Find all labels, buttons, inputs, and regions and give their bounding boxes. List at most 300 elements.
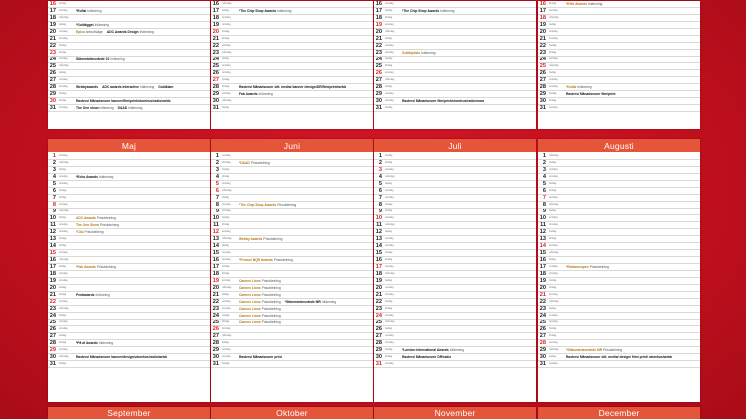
calendar-day-row[interactable] [538, 285, 700, 292]
calendar-day-row[interactable] [211, 278, 373, 285]
calendar-day-row[interactable] [48, 174, 210, 181]
day-number: 30 [375, 354, 382, 361]
calendar-day-row[interactable] [538, 347, 700, 354]
weekday-label: måndag [222, 285, 232, 289]
calendar-day-row[interactable] [48, 70, 210, 77]
event-name: Cannes Lions [239, 285, 261, 290]
calendar-day-row[interactable] [538, 43, 700, 50]
calendar-day-row[interactable] [211, 306, 373, 313]
weekday-label: måndag [59, 64, 69, 68]
calendar-day-row[interactable] [211, 15, 373, 22]
event-subtitle: Inlämning [258, 92, 273, 97]
calendar-day-row[interactable] [374, 326, 536, 333]
event-subtitle: Inlämning [128, 106, 143, 111]
calendar-day-row[interactable] [538, 306, 700, 313]
calendar-day-row[interactable] [538, 195, 700, 202]
day-number: 25 [539, 319, 546, 326]
calendar-day-row[interactable] [48, 84, 210, 91]
calendar-day-row[interactable] [538, 1, 700, 8]
calendar-day-row[interactable] [211, 43, 373, 50]
calendar-day-row[interactable] [48, 299, 210, 306]
event-name: Cannes Lions [239, 299, 261, 304]
calendar-day-row[interactable] [211, 105, 373, 112]
weekday-label: söndag [59, 57, 68, 61]
calendar-day-row[interactable] [48, 326, 210, 333]
calendar-day-row[interactable] [211, 181, 373, 188]
calendar-day-row[interactable] [48, 29, 210, 36]
calendar-day-row[interactable] [211, 1, 373, 8]
calendar-day-row[interactable] [48, 98, 210, 105]
calendar-day-row[interactable] [538, 188, 700, 195]
calendar-day-row[interactable] [374, 8, 536, 15]
calendar-day-row[interactable] [211, 188, 373, 195]
event-subtitle: Prisutdelning [263, 237, 283, 242]
day-number: 15 [375, 250, 382, 257]
calendar-event [239, 257, 293, 263]
calendar-day-row[interactable] [211, 202, 373, 209]
calendar-day-row[interactable] [211, 333, 373, 340]
day-number: 8 [542, 201, 546, 208]
calendar-day-row[interactable] [538, 181, 700, 188]
calendar-event [239, 306, 281, 312]
calendar-day-row[interactable] [374, 22, 536, 29]
day-number: 28 [212, 84, 219, 91]
calendar-day-row[interactable] [374, 209, 536, 216]
weekday-label: tisdag [59, 362, 66, 366]
calendar-day-row[interactable] [211, 98, 373, 105]
calendar-day-row[interactable] [374, 181, 536, 188]
event-name: Rastersi Månadsnumr film/print [566, 92, 616, 97]
calendar-day-row[interactable] [538, 271, 700, 278]
weekday-label: lördag [549, 334, 557, 338]
event-name: The One Show [76, 223, 99, 228]
calendar-day-row[interactable] [374, 285, 536, 292]
calendar-day-row[interactable] [538, 215, 700, 222]
calendar-day-row[interactable] [374, 160, 536, 167]
calendar-day-row[interactable] [211, 91, 373, 98]
calendar-event [239, 313, 281, 319]
calendar-day-row[interactable] [48, 278, 210, 285]
calendar-day-row[interactable] [374, 292, 536, 299]
weekday-label: fredag [59, 285, 67, 289]
weekday-label: söndag [59, 106, 68, 110]
calendar-day-row[interactable] [48, 292, 210, 299]
calendar-day-row[interactable] [538, 222, 700, 229]
calendar-event [76, 8, 102, 14]
calendar-day-row[interactable] [374, 91, 536, 98]
day-number: 20 [539, 284, 546, 291]
calendar-day-row[interactable] [374, 333, 536, 340]
day-number: 19 [539, 277, 546, 284]
calendar-day-row[interactable] [211, 84, 373, 91]
calendar-day-row[interactable] [538, 77, 700, 84]
day-number: 5 [215, 180, 219, 187]
calendar-day-row[interactable] [374, 250, 536, 257]
day-number: 7 [378, 194, 382, 201]
weekday-label: måndag [385, 78, 395, 82]
calendar-day-row[interactable] [48, 160, 210, 167]
weekday-label: tisdag [385, 85, 392, 89]
event-name: *Clio [76, 230, 84, 235]
month-title: Augusti [538, 139, 700, 153]
calendar-day-row[interactable] [538, 29, 700, 36]
weekday-label: fredag [385, 202, 393, 206]
calendar-day-row[interactable] [538, 98, 700, 105]
day-number: 30 [49, 98, 56, 105]
day-number: 30 [212, 354, 219, 361]
day-number: 23 [375, 49, 382, 56]
event-subtitle: Prisutdelning [250, 160, 270, 165]
calendar-event [76, 105, 114, 111]
calendar-day-row[interactable] [374, 202, 536, 209]
calendar-day-row[interactable] [538, 202, 700, 209]
day-number: 26 [49, 326, 56, 333]
weekday-label: söndag [385, 167, 394, 171]
calendar-day-row[interactable] [538, 105, 700, 112]
calendar-day-row[interactable] [211, 215, 373, 222]
weekday-label: lördag [222, 223, 230, 227]
day-number: 18 [49, 14, 56, 21]
calendar-day-row[interactable] [48, 236, 210, 243]
day-number: 24 [375, 56, 382, 63]
calendar-event [566, 347, 622, 353]
calendar-day-row[interactable] [538, 8, 700, 15]
calendar-day-row[interactable] [211, 77, 373, 84]
calendar-day-row[interactable] [538, 326, 700, 333]
month-title: Maj [48, 139, 210, 153]
calendar-day-row[interactable] [211, 63, 373, 70]
weekday-label: torsdag [549, 85, 558, 89]
calendar-day-row[interactable] [211, 167, 373, 174]
calendar-day-row[interactable] [374, 215, 536, 222]
calendar-day-row[interactable] [538, 229, 700, 236]
event-name: *The Chip Shop Awards [402, 8, 440, 13]
calendar-day-row[interactable] [374, 36, 536, 43]
calendar-day-row[interactable] [538, 257, 700, 264]
calendar-day-row[interactable] [374, 236, 536, 243]
calendar-day-row[interactable] [211, 292, 373, 299]
calendar-day-row[interactable] [211, 57, 373, 64]
calendar-day-row[interactable] [48, 257, 210, 264]
day-number: 18 [49, 270, 56, 277]
weekday-label: måndag [385, 223, 395, 227]
day-number: 31 [49, 105, 56, 112]
calendar-day-row[interactable] [374, 1, 536, 8]
calendar-day-row[interactable] [48, 229, 210, 236]
weekday-label: onsdag [385, 237, 394, 241]
calendar-day-row[interactable] [374, 77, 536, 84]
calendar-day-row[interactable] [48, 1, 210, 8]
calendar-day-row[interactable] [48, 271, 210, 278]
calendar-day-row[interactable] [48, 264, 210, 271]
day-number: 17 [49, 264, 56, 270]
weekday-label: torsdag [549, 36, 558, 40]
calendar-day-row[interactable] [211, 22, 373, 29]
calendar-day-row[interactable] [48, 202, 210, 209]
event-name: ADC Awards Design [106, 29, 139, 34]
calendar-day-row[interactable] [374, 63, 536, 70]
calendar-day-row[interactable] [48, 285, 210, 292]
day-number: 14 [49, 243, 56, 250]
day-number: 9 [378, 208, 382, 215]
calendar-day-row[interactable] [538, 250, 700, 257]
weekday-label: torsdag [385, 1, 394, 5]
weekday-label: lördag [59, 244, 67, 248]
event-name: *Promo! BQR Awards [239, 258, 273, 263]
calendar-day-row[interactable] [374, 50, 536, 57]
calendar-day-row[interactable] [538, 333, 700, 340]
weekday-label: måndag [385, 29, 395, 33]
calendar-day-row[interactable] [48, 222, 210, 229]
event-name: Pentawards [76, 292, 95, 297]
calendar-day-row[interactable] [374, 313, 536, 320]
calendar-day-row[interactable] [374, 271, 536, 278]
calendar-day-row[interactable] [48, 333, 210, 340]
day-number: 27 [49, 333, 56, 340]
calendar-day-row[interactable] [48, 8, 210, 15]
calendar-day-row[interactable] [211, 354, 373, 361]
calendar-day-row[interactable] [374, 174, 536, 181]
calendar-day-row[interactable] [374, 29, 536, 36]
calendar-event [402, 354, 451, 360]
calendar-day-row[interactable] [374, 229, 536, 236]
calendar-day-row[interactable] [374, 70, 536, 77]
day-number: 20 [375, 284, 382, 291]
calendar-day-row[interactable] [48, 91, 210, 98]
weekday-label: fredag [222, 29, 230, 33]
calendar-day-row[interactable] [48, 209, 210, 216]
calendar-day-row[interactable] [48, 43, 210, 50]
calendar-day-row[interactable] [211, 320, 373, 327]
weekday-label: tisdag [549, 306, 556, 310]
calendar-day-row[interactable] [374, 264, 536, 271]
calendar-day-row[interactable] [538, 57, 700, 64]
calendar-day-row[interactable] [374, 188, 536, 195]
calendar-day-row[interactable] [48, 195, 210, 202]
calendar-day-row[interactable] [374, 57, 536, 64]
calendar-day-row[interactable] [211, 195, 373, 202]
weekday-label: söndag [59, 202, 68, 206]
weekday-label: tisdag [549, 209, 556, 213]
day-number: 28 [375, 84, 382, 91]
weekday-label: torsdag [222, 71, 231, 75]
calendar-day-row[interactable] [48, 320, 210, 327]
calendar-day-row[interactable] [211, 209, 373, 216]
calendar-day-row[interactable] [538, 167, 700, 174]
calendar-day-row[interactable] [374, 15, 536, 22]
calendar-day-row[interactable] [48, 347, 210, 354]
calendar-day-row[interactable] [211, 326, 373, 333]
calendar-day-row[interactable] [48, 153, 210, 160]
calendar-day-row[interactable] [538, 313, 700, 320]
weekday-label: torsdag [549, 223, 558, 227]
calendar-day-row[interactable] [538, 84, 700, 91]
calendar-event [102, 84, 154, 90]
calendar-day-row[interactable] [374, 340, 536, 347]
calendar-event [566, 354, 672, 360]
day-number: 13 [212, 236, 219, 243]
calendar-day-row[interactable] [48, 57, 210, 64]
calendar-day-row[interactable] [48, 243, 210, 250]
calendar-day-row[interactable] [374, 361, 536, 368]
calendar-day-row[interactable] [211, 299, 373, 306]
event-name: Guldhjulslu [402, 50, 421, 55]
calendar-day-row[interactable] [374, 153, 536, 160]
calendar-day-row[interactable] [211, 36, 373, 43]
weekday-label: onsdag [385, 188, 394, 192]
day-number: 27 [212, 77, 219, 84]
day-number: 21 [375, 291, 382, 298]
calendar-day-row[interactable] [538, 209, 700, 216]
calendar-day-row[interactable] [538, 278, 700, 285]
calendar-day-row[interactable] [538, 292, 700, 299]
calendar-event [566, 264, 609, 270]
calendar-day-row[interactable] [538, 299, 700, 306]
calendar-day-row[interactable] [374, 43, 536, 50]
day-number: 26 [212, 326, 219, 333]
weekday-label: torsdag [59, 327, 68, 331]
calendar-day-row[interactable] [48, 181, 210, 188]
calendar-day-row[interactable] [374, 105, 536, 112]
calendar-day-row[interactable] [374, 84, 536, 91]
day-number: 2 [215, 159, 219, 166]
calendar-day-row[interactable] [538, 91, 700, 98]
day-number: 19 [539, 21, 546, 28]
calendar-event [118, 105, 143, 111]
month-day-list [211, 1, 373, 112]
calendar-day-row[interactable] [538, 361, 700, 368]
calendar-day-row[interactable] [538, 36, 700, 43]
calendar-day-row[interactable] [211, 243, 373, 250]
calendar-day-row[interactable] [374, 320, 536, 327]
calendar-day-row[interactable] [48, 188, 210, 195]
weekday-label: torsdag [385, 292, 394, 296]
event-name: *Kulial [566, 85, 577, 90]
calendar-day-row[interactable] [48, 105, 210, 112]
weekday-label: söndag [549, 341, 558, 345]
day-number: 9 [52, 208, 56, 215]
weekday-label: tisdag [385, 327, 392, 331]
weekday-label: lördag [549, 50, 557, 54]
calendar-day-row[interactable] [48, 354, 210, 361]
calendar-day-row[interactable] [374, 299, 536, 306]
day-number: 19 [212, 21, 219, 28]
calendar-day-row[interactable] [538, 22, 700, 29]
calendar-day-row[interactable] [48, 313, 210, 320]
day-number: 31 [49, 361, 56, 368]
calendar-day-row[interactable] [538, 354, 700, 361]
weekday-label: fredag [59, 334, 67, 338]
calendar-day-row[interactable] [211, 285, 373, 292]
calendar-day-row[interactable] [48, 77, 210, 84]
calendar-day-row[interactable] [48, 22, 210, 29]
calendar-day-row[interactable] [211, 222, 373, 229]
calendar-day-row[interactable] [48, 63, 210, 70]
day-number: 25 [375, 63, 382, 70]
calendar-day-row[interactable] [211, 50, 373, 57]
calendar-day-row[interactable] [538, 174, 700, 181]
day-number: 12 [49, 229, 56, 236]
calendar-day-row[interactable] [211, 70, 373, 77]
weekday-label: söndag [222, 43, 231, 47]
calendar-day-row[interactable] [374, 222, 536, 229]
calendar-day-row[interactable] [538, 236, 700, 243]
calendar-day-row[interactable] [374, 167, 536, 174]
calendar-day-row[interactable] [211, 347, 373, 354]
event-subtitle: Inlämning [87, 8, 102, 13]
calendar-day-row[interactable] [211, 313, 373, 320]
day-number: 25 [49, 63, 56, 70]
calendar-day-row[interactable] [538, 50, 700, 57]
event-subtitle: Prisutdelning [96, 264, 116, 269]
calendar-day-row[interactable] [374, 347, 536, 354]
day-number: 6 [52, 187, 56, 194]
calendar-day-row[interactable] [538, 160, 700, 167]
calendar-day-row[interactable] [211, 8, 373, 15]
calendar-day-row[interactable] [374, 306, 536, 313]
calendar-day-row[interactable] [374, 243, 536, 250]
calendar-day-row[interactable] [538, 340, 700, 347]
day-number: 21 [212, 35, 219, 42]
calendar-day-row[interactable] [48, 306, 210, 313]
calendar-day-row[interactable] [374, 257, 536, 264]
day-number: 29 [49, 347, 56, 354]
calendar-day-row[interactable] [211, 361, 373, 368]
day-number: 22 [49, 42, 56, 49]
calendar-day-row[interactable] [374, 98, 536, 105]
calendar-day-row[interactable] [211, 153, 373, 160]
calendar-day-row[interactable] [211, 236, 373, 243]
calendar-day-row[interactable] [48, 250, 210, 257]
calendar-day-row[interactable] [211, 29, 373, 36]
calendar-day-row[interactable] [211, 174, 373, 181]
day-number: 24 [49, 312, 56, 319]
calendar-day-row[interactable] [48, 167, 210, 174]
calendar-day-row[interactable] [211, 160, 373, 167]
calendar-day-row[interactable] [48, 50, 210, 57]
day-number: 7 [215, 194, 219, 201]
calendar-day-row[interactable] [538, 70, 700, 77]
weekday-label: onsdag [549, 362, 558, 366]
calendar-day-row[interactable] [538, 243, 700, 250]
calendar-day-row[interactable] [48, 36, 210, 43]
calendar-day-row[interactable] [211, 264, 373, 271]
calendar-day-row[interactable] [538, 15, 700, 22]
calendar-day-row[interactable] [538, 153, 700, 160]
calendar-day-row[interactable] [538, 63, 700, 70]
calendar-day-row[interactable] [211, 229, 373, 236]
calendar-day-row[interactable] [211, 340, 373, 347]
calendar-day-row[interactable] [211, 250, 373, 257]
weekday-label: torsdag [222, 355, 231, 359]
calendar-day-row[interactable] [538, 264, 700, 271]
calendar-day-row[interactable] [211, 271, 373, 278]
weekday-label: fredag [549, 181, 557, 185]
month-day-list [374, 1, 536, 112]
calendar-day-row[interactable] [374, 354, 536, 361]
calendar-day-row[interactable] [538, 320, 700, 327]
calendar-day-row[interactable] [211, 257, 373, 264]
calendar-day-row[interactable] [48, 340, 210, 347]
calendar-day-row[interactable] [48, 215, 210, 222]
day-number: 9 [542, 208, 546, 215]
calendar-day-row[interactable] [48, 361, 210, 368]
calendar-day-row[interactable] [374, 278, 536, 285]
calendar-day-row[interactable] [374, 195, 536, 202]
calendar-day-row[interactable] [48, 15, 210, 22]
calendar-event [566, 1, 602, 7]
event-subtitle: Inlämning [94, 22, 109, 27]
